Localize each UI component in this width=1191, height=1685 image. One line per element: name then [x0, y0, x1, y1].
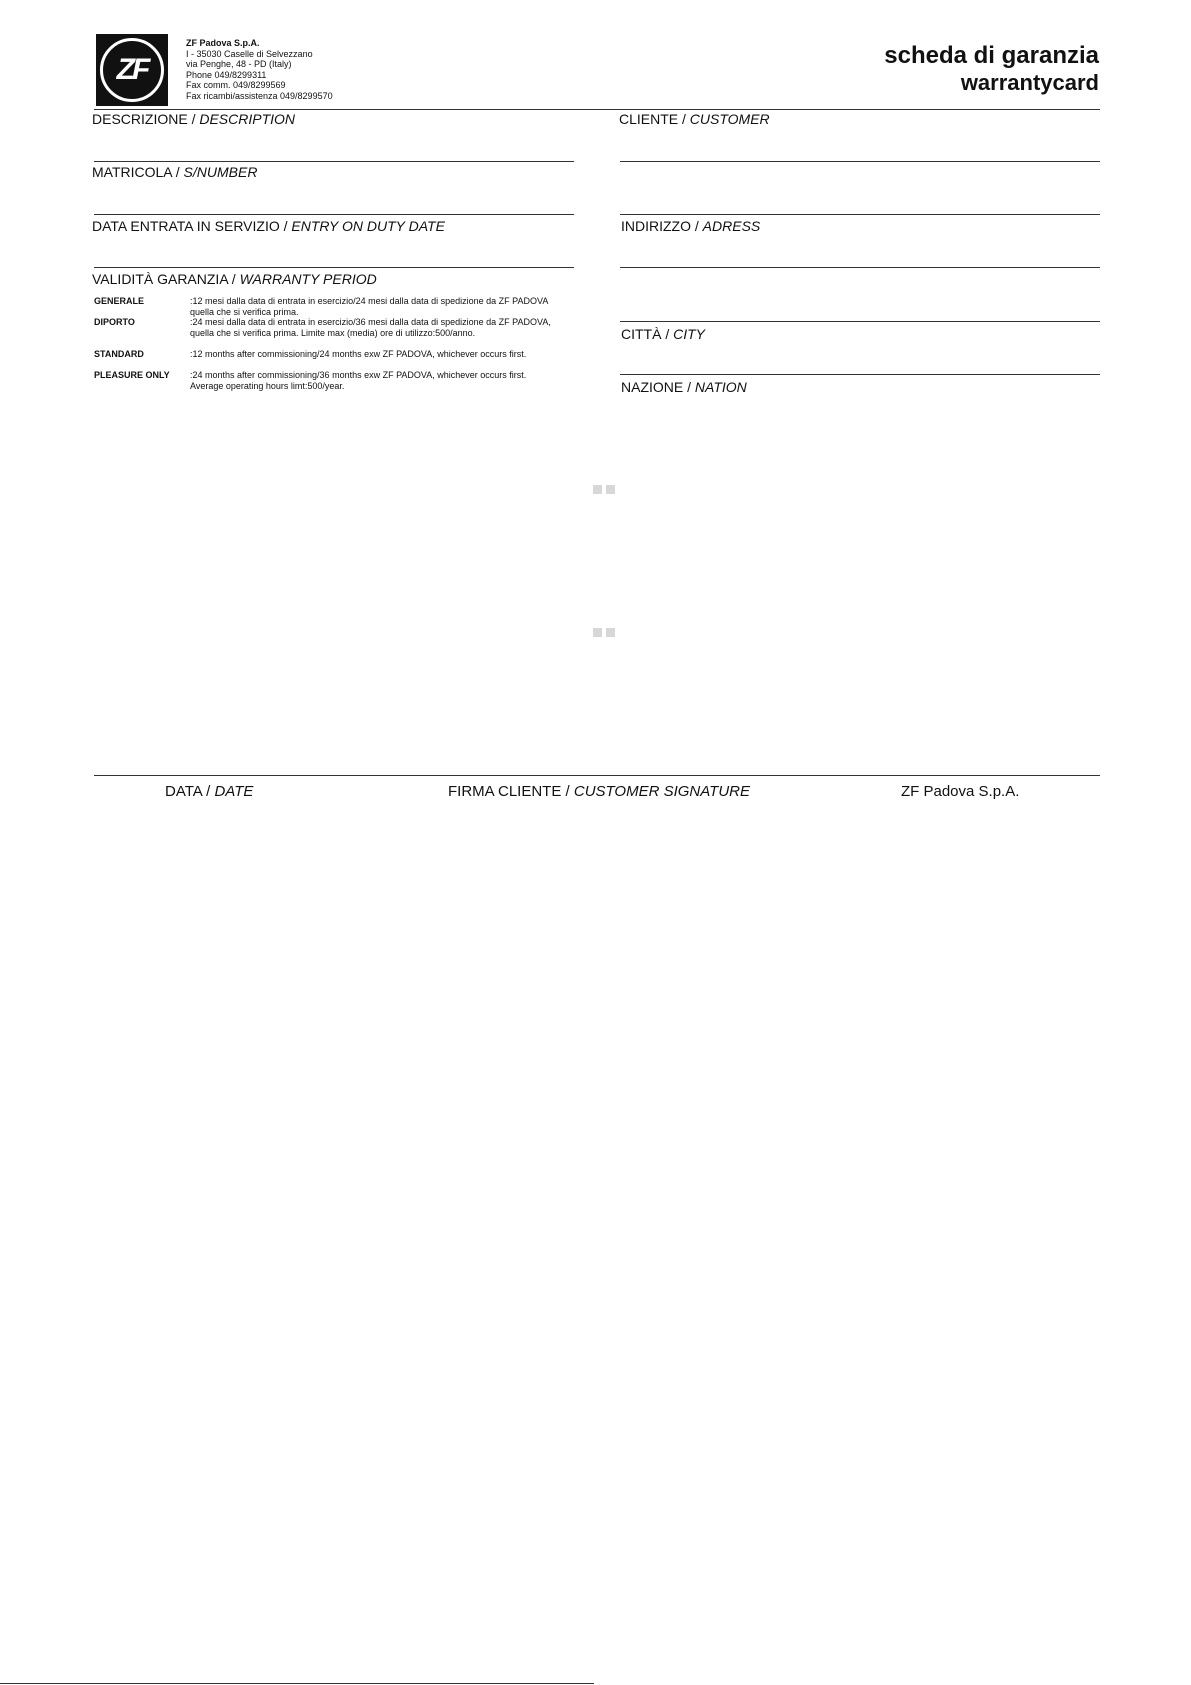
company-name: ZF Padova S.p.A. — [186, 38, 260, 48]
customer-signature-label: FIRMA CLIENTE / CUSTOMER SIGNATURE — [448, 783, 750, 800]
city-field-line[interactable] — [620, 374, 1100, 375]
company-line: I - 35030 Caselle di Selvezzano — [186, 48, 313, 59]
entry-date-field-line[interactable] — [94, 267, 574, 268]
address-label: INDIRIZZO / ADRESS — [621, 218, 761, 234]
title-italian: scheda di garanzia — [884, 42, 1099, 69]
term-key-generale: GENERALE — [94, 296, 145, 306]
company-line: Phone 049/8299311 — [186, 69, 267, 80]
description-label: DESCRIZIONE / DESCRIPTION — [92, 111, 296, 127]
serial-number-label: MATRICOLA / S/NUMBER — [92, 164, 258, 180]
customer-label: CLIENTE / CUSTOMER — [619, 111, 770, 127]
fold-mark — [606, 628, 615, 637]
company-line: via Penghe, 48 - PD (Italy) — [186, 59, 292, 70]
warranty-period-label: VALIDITÀ GARANZIA / WARRANTY PERIOD — [92, 271, 377, 287]
term-text-standard: :12 months after commissioning/24 months exw ZF PADOVA, whichever occurs first. — [190, 349, 527, 359]
date-label: DATA / DATE — [165, 783, 254, 800]
serial-number-field-line[interactable] — [94, 214, 574, 215]
term-text-diporto: :24 mesi dalla data di entrata in esercizio/36 mesi dalla data di spedizione da ZF PADOVA, quella che si verifica prima. Limite max (media) ore di utilizzo:500/anno. — [190, 317, 551, 338]
address-field-line-1[interactable] — [620, 267, 1100, 268]
term-key-diporto: DIPORTO — [94, 317, 135, 327]
title-english: warrantycard — [960, 70, 1099, 95]
description-field-line[interactable] — [94, 161, 574, 162]
nation-label: NAZIONE / NATION — [621, 379, 747, 395]
zf-logo — [96, 34, 168, 106]
customer-field-line-2[interactable] — [620, 214, 1100, 215]
fold-mark — [593, 485, 602, 494]
customer-field-line-1[interactable] — [620, 161, 1100, 162]
fold-mark — [593, 628, 602, 637]
bottom-edge-line — [0, 1683, 594, 1684]
term-key-standard: STANDARD — [94, 349, 144, 359]
city-label: CITTÀ / CITY — [621, 326, 706, 342]
header-rule — [94, 109, 1100, 110]
company-line: Fax ricambi/assistenza 049/8299570 — [186, 90, 333, 101]
company-signature-label: ZF Padova S.p.A. — [901, 783, 1020, 800]
term-text-pleasure: :24 months after commissioning/36 months exw ZF PADOVA, whichever occurs first. Average operating hours limt:500/year. — [190, 370, 527, 391]
address-field-line-2[interactable] — [620, 321, 1100, 322]
signature-rule[interactable] — [94, 775, 1100, 776]
company-address — [186, 38, 333, 102]
term-text-generale: :12 mesi dalla data di entrata in esercizio/24 mesi dalla data di spedizione da ZF PADOVA quella che si verifica prima. — [190, 296, 549, 317]
logo-text: ZF — [116, 53, 148, 86]
fold-mark — [606, 485, 615, 494]
entry-date-label: DATA ENTRATA IN SERVIZIO / ENTRY ON DUTY DATE — [92, 218, 445, 234]
company-line: Fax comm. 049/8299569 — [186, 80, 286, 91]
term-key-pleasure: PLEASURE ONLY — [94, 370, 170, 380]
